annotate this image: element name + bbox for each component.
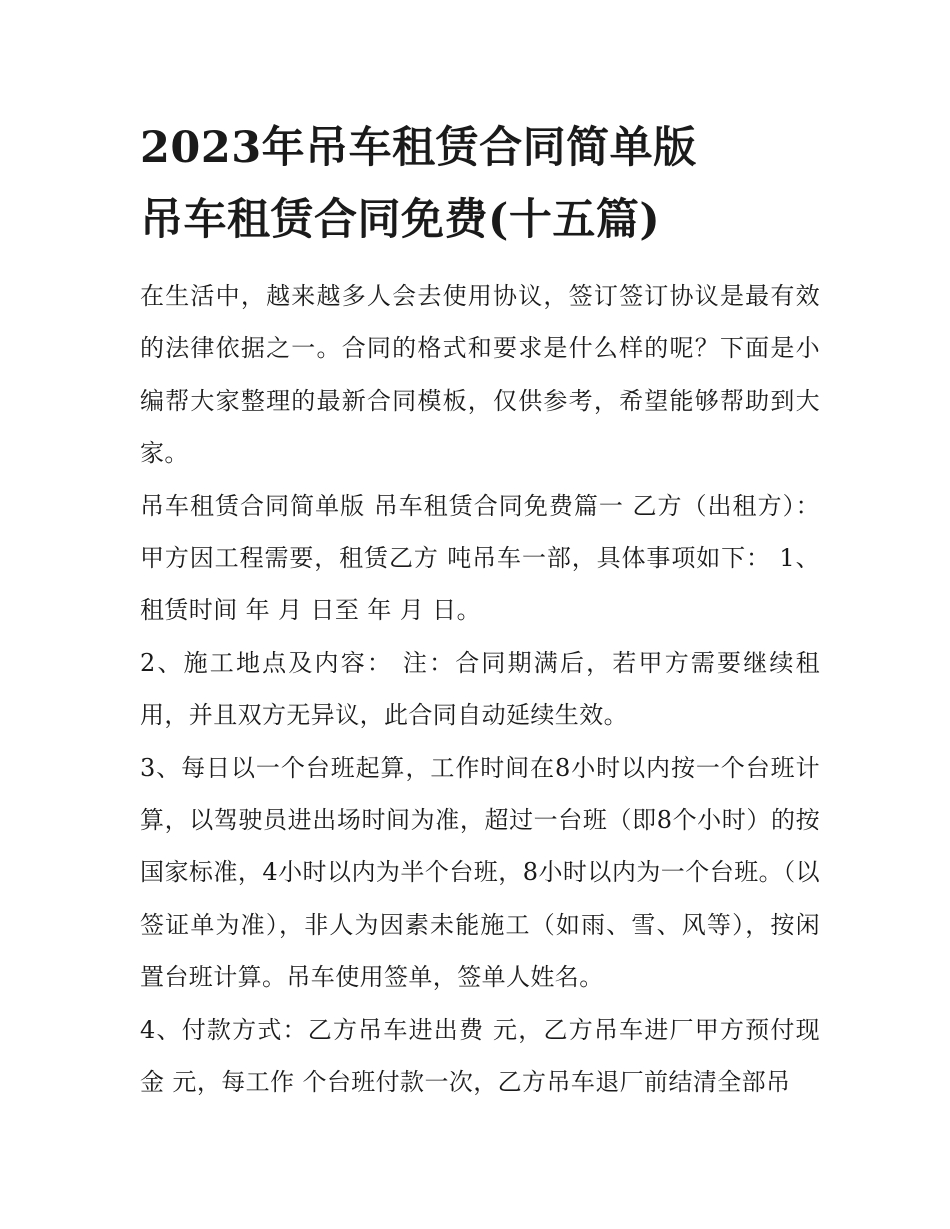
- paragraph-contract-heading: 吊车租赁合同简单版 吊车租赁合同免费篇一 乙方（出租方）： 甲方因工程需要，租赁乙方 吨吊车一部，具体事项如下： 1、租赁时间 年 月 日至 年 月 日。: [140, 491, 820, 625]
- document-title-line-1: 2023年吊车租赁合同简单版: [140, 123, 697, 173]
- paragraph-clause-4: 4、付款方式：乙方吊车进出费 元，乙方吊车进厂甲方预付现金 元，每工作 个台班付款一次，乙方吊车退厂前结清全部吊: [140, 1015, 820, 1097]
- document-title-line-2: 吊车租赁合同免费(十五篇): [140, 195, 661, 245]
- paragraph-clause-2: 2、施工地点及内容： 注：合同期满后，若甲方需要继续租用，并且双方无异议，此合同自动延续生效。: [140, 648, 820, 730]
- paragraph-clause-3: 3、每日以一个台班起算，工作时间在8小时以内按一个台班计算，以驾驶员进出场时间为准，超过一台班（即8个小时）的按国家标准，4小时以内为半个台班，8小时以内为一个台班。（以签证单为准），非人为因素未能施工（如雨、雪、风等），按闲置台班计算。吊车使用签单，签单人姓名。: [140, 753, 820, 992]
- document-page: [140, 112, 820, 1109]
- document-body: [140, 270, 820, 1109]
- paragraph-intro: 在生活中，越来越多人会去使用协议，签订签订协议是最有效的法律依据之一。合同的格式和要求是什么样的呢？下面是小编帮大家整理的最新合同模板，仅供参考，希望能够帮助到大家。: [140, 282, 820, 468]
